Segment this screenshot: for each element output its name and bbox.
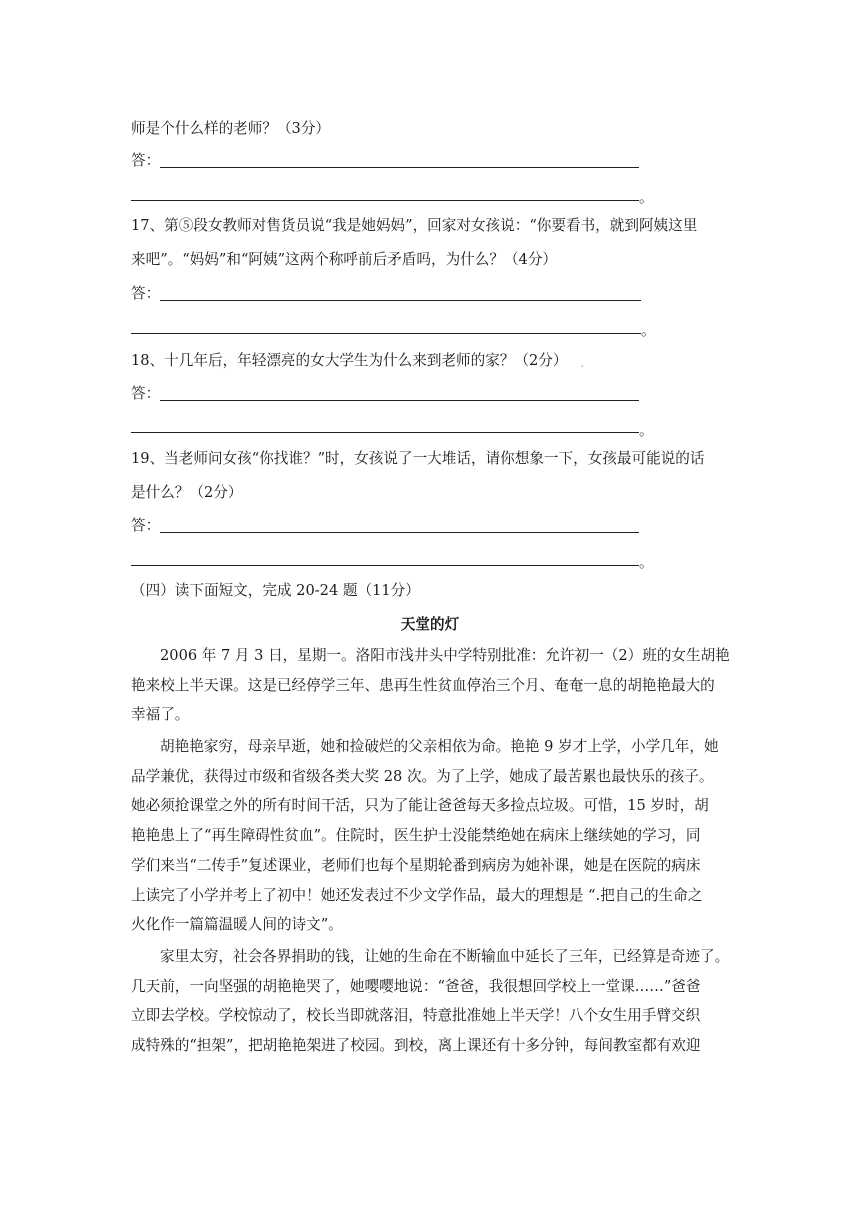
q19-question-line-1: 19、当老师问女孩“你找谁？”时，女孩说了一大堆话，请你想象一下，女孩最可能说的话: [131, 450, 705, 467]
paragraph-line: 艳艳患上了“再生障碍性贫血”。住院时，医生护士没能禁绝她在病床上继续她的学习，同: [131, 827, 701, 845]
q19-answer-line-1[interactable]: [160, 532, 639, 533]
q17-question-line-2: 来吧”。“妈妈”和“阿姨”这两个称呼前后矛盾吗，为什么？（4分）: [131, 251, 558, 268]
section-heading: （四）读下面短文，完成 20-24 题（11分）: [131, 582, 420, 599]
paragraph-line: 品学兼优，获得过市级和省级各类大奖 28 次。为了上学，她成了最苦累也最快乐的孩子。: [131, 767, 714, 785]
q18-stray-mark: .: [580, 354, 585, 371]
paragraph-line: 艳来校上半天课。这是已经停学三年、患再生性贫血停治三个月、奄奄一息的胡艳艳最大的: [131, 676, 715, 694]
paragraph-line: 家里太穷，社会各界捐助的钱，让她的生命在不断输血中延长了三年，已经算是奇迹了。: [160, 948, 730, 965]
q16-answer-line-1[interactable]: [160, 167, 639, 168]
q17-end-mark: 。: [641, 322, 656, 339]
q18-answer-label: 答：: [131, 385, 161, 402]
paragraph-line: 胡艳艳家穷，母亲早逝，她和捡破烂的父亲相依为命。艳艳 9 岁才上学，小学几年，她: [160, 738, 719, 755]
q19-end-mark: 。: [639, 554, 654, 571]
q16-question-tail: 师是个什么样的老师？（3分）: [131, 120, 331, 137]
article-title: 天堂的灯: [400, 616, 460, 633]
article-paragraph-1: [131, 641, 731, 730]
q17-question-line-1: 17、第⑤段女教师对售货员说“我是她妈妈”，回家对女孩说：“你要看书，就到阿姨这里: [131, 217, 698, 234]
q17-answer-line-2[interactable]: [131, 333, 641, 334]
q17-answer-label: 答：: [131, 285, 161, 302]
q16-answer-line-2[interactable]: [131, 200, 639, 201]
q19-answer-label: 答：: [131, 517, 161, 534]
article-paragraph-2: [131, 732, 731, 940]
paragraph-line: 上读完了小学并考上了初中！她还发表过不少文学作品，最大的理想是 “.把自己的生命之: [131, 886, 703, 904]
q18-answer-line-1[interactable]: [160, 400, 639, 401]
q19-answer-line-2[interactable]: [131, 565, 639, 566]
article-paragraph-3: [131, 942, 731, 1061]
paragraph-line: 幸福了。: [131, 706, 190, 724]
q18-question-line-1: 18、十几年后，年轻漂亮的女大学生为什么来到老师的家？（2分）: [131, 352, 568, 369]
paragraph-line: 她必须抢课堂之外的所有时间干活，只为了能让爸爸每天多捡点垃圾。可惜，15 岁时，胡: [131, 797, 709, 815]
paragraph-line: 2006 年 7 月 3 日，星期一。洛阳市浅井头中学特别批准：允许初一（2）班的女生胡艳: [160, 647, 730, 664]
q16-answer-label: 答：: [131, 152, 161, 169]
paragraph-line: 学们来当“二传手”复述课业，老师们也每个星期轮番到病房为她补课，她是在医院的病床: [131, 856, 701, 874]
paragraph-line: 成特殊的“担架”，把胡艳艳架进了校园。到校，离上课还有十多分钟，每间教室都有欢迎: [131, 1037, 701, 1055]
q18-end-mark: 。: [639, 422, 654, 439]
q16-end-mark: 。: [639, 189, 654, 206]
q18-answer-line-2[interactable]: [131, 432, 639, 433]
paragraph-line: 几天前，一向坚强的胡艳艳哭了，她嘤嘤地说：“爸爸，我很想回学校上一堂课……”爸爸: [131, 977, 701, 995]
q17-answer-line-1[interactable]: [160, 300, 641, 301]
paragraph-line: 火化作一篇篇温暖人间的诗文”。: [131, 916, 343, 934]
paragraph-line: 立即去学校。学校惊动了，校长当即就落泪，特意批准她上半天学！八个女生用手臂交织: [131, 1007, 701, 1025]
q19-question-line-2: 是什么？（2分）: [131, 484, 243, 501]
